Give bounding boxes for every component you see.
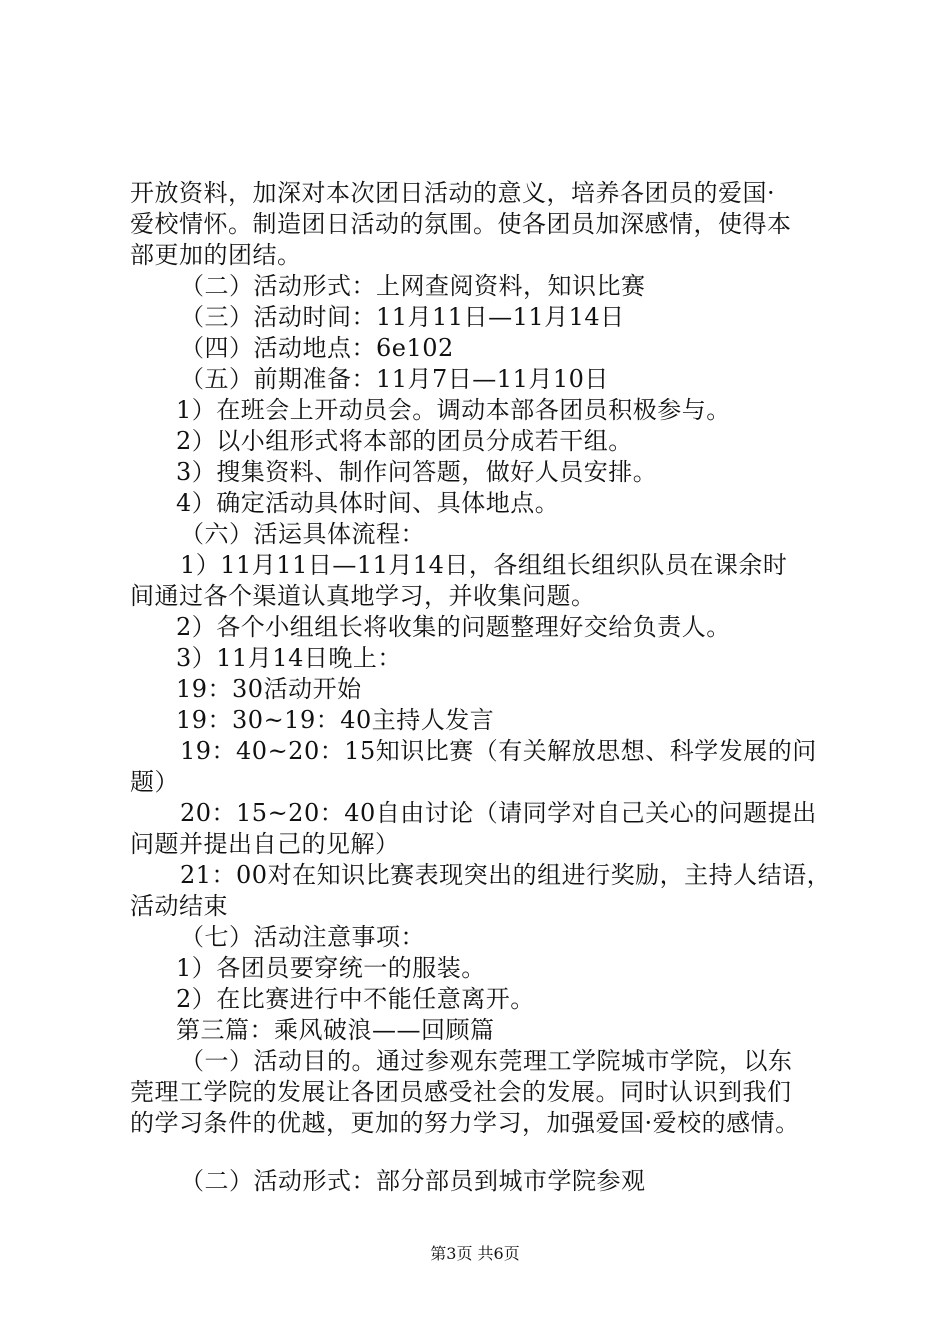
paragraph-line: 爱校情怀。制造团日活动的氛围。使各团员加深感情，使得本 <box>130 210 792 238</box>
list-item: 1）在班会上开动员会。调动本部各团员积极参与。 <box>176 396 731 424</box>
list-item: 2）在比赛进行中不能任意离开。 <box>176 985 535 1013</box>
section-heading: （六）活运具体流程： <box>180 520 425 548</box>
list-item: 1）11月11日—11月14日，各组组长组织队员在课余时 <box>180 551 788 579</box>
paragraph-line: 题） <box>130 768 179 796</box>
list-item: 4）确定活动具体时间、具体地点。 <box>176 489 560 517</box>
section-heading: （二）活动形式：上网查阅资料，知识比赛 <box>180 272 646 300</box>
section-heading: （二）活动形式：部分部员到城市学院参观 <box>180 1167 646 1195</box>
schedule-item: 19：30活动开始 <box>176 675 362 703</box>
section-heading: （四）活动地点：6e102 <box>180 334 454 362</box>
list-item: 2）以小组形式将本部的团员分成若干组。 <box>176 427 633 455</box>
section-heading: （一）活动目的。通过参观东莞理工学院城市学院，以东 <box>180 1047 793 1075</box>
paragraph-line: 部更加的团结。 <box>130 241 302 269</box>
schedule-item: 21：00对在知识比赛表现突出的组进行奖励，主持人结语， <box>180 861 832 889</box>
paragraph-line: 间通过各个渠道认真地学习，并收集问题。 <box>130 582 596 610</box>
schedule-item: 19：40~20：15知识比赛（有关解放思想、科学发展的问 <box>180 737 817 765</box>
chapter-title: 第三篇：乘风破浪——回顾篇 <box>176 1016 495 1044</box>
paragraph-line: 问题并提出自己的见解） <box>130 830 400 858</box>
schedule-item: 19：30~19：40主持人发言 <box>176 706 495 734</box>
section-heading: （七）活动注意事项： <box>180 923 425 951</box>
schedule-item: 20：15~20：40自由讨论（请同学对自己关心的问题提出 <box>180 799 817 827</box>
list-item: 3）搜集资料、制作问答题，做好人员安排。 <box>176 458 658 486</box>
section-heading: （五）前期准备：11月7日—11月10日 <box>180 365 609 393</box>
paragraph-line: 的学习条件的优越，更加的努力学习，加强爱国·爱校的感情。 <box>130 1109 800 1137</box>
list-item: 2）各个小组组长将收集的问题整理好交给负责人。 <box>176 613 731 641</box>
paragraph-line: 活动结束 <box>130 892 228 920</box>
page-footer: 第3页 共6页 <box>430 1244 520 1263</box>
list-item: 1）各团员要穿统一的服装。 <box>176 954 486 982</box>
paragraph-line: 莞理工学院的发展让各团员感受社会的发展。同时认识到我们 <box>130 1078 792 1106</box>
section-heading: （三）活动时间：11月11日—11月14日 <box>180 303 625 331</box>
paragraph-line: 开放资料，加深对本次团日活动的意义，培养各团员的爱国· <box>130 179 776 207</box>
list-item: 3）11月14日晚上： <box>176 644 402 672</box>
